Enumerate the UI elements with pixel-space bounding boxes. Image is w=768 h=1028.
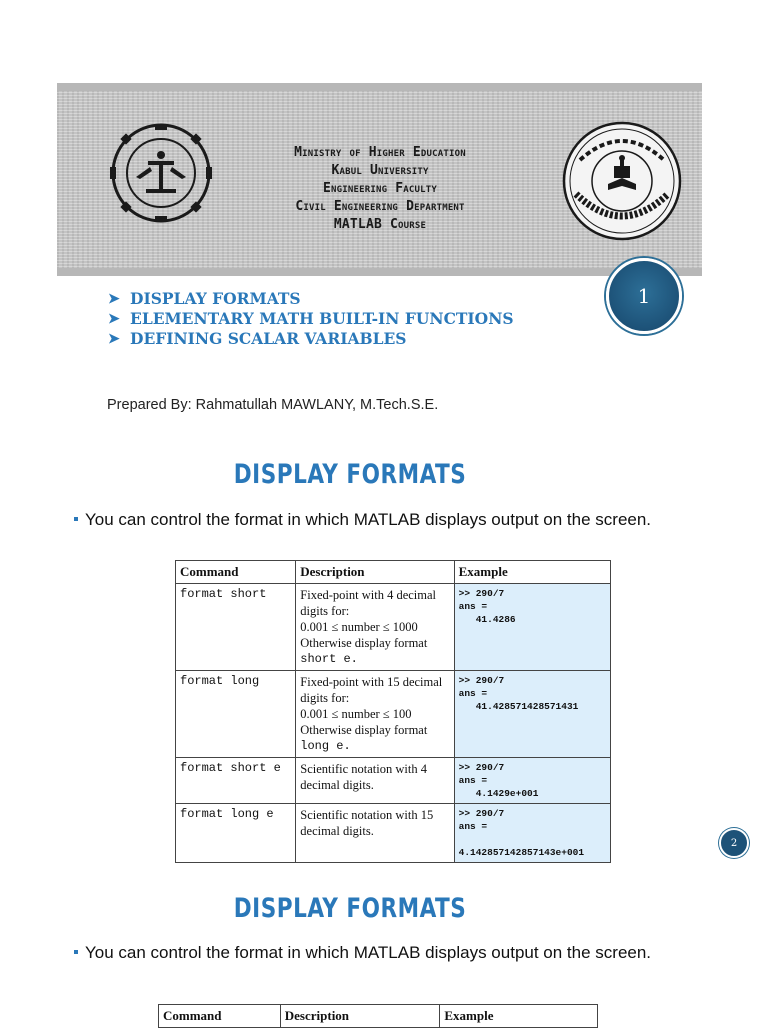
arrow-right-icon: ➤	[108, 311, 120, 327]
table-header-row	[176, 561, 611, 584]
cell-command: format long	[176, 671, 296, 758]
cell-description: Fixed-point with 15 decimal digits for: 0.001 ≤ number ≤ 100 Otherwise display format long e.	[296, 671, 454, 758]
table-row	[176, 584, 611, 671]
header-example: Example	[454, 561, 610, 584]
cell-example: >> 290/7 ans = 41.4286	[454, 584, 610, 671]
prepared-by: Prepared By: Rahmatullah MAWLANY, M.Tech.S.E.	[107, 397, 439, 413]
universitas-cabulensis-seal-icon	[558, 120, 686, 243]
banner-top-strip	[57, 83, 702, 91]
cell-description: Fixed-point with 4 decimal digits for: 0.001 ≤ number ≤ 1000 Otherwise display format short e.	[296, 584, 454, 671]
banner-line-faculty: Engineering Faculty	[323, 181, 437, 196]
banner-bottom-strip	[57, 268, 702, 276]
cell-example: >> 290/7 ans = 4.142857142857143e+001	[454, 804, 610, 863]
banner-line-department: Civil Engineering Department	[295, 199, 465, 214]
cell-description: Scientific notation with 4 decimal digits.	[296, 758, 454, 804]
bullet-point: You can control the format in which MATLAB displays output on the screen.	[74, 509, 694, 530]
cell-command: format short e	[176, 758, 296, 804]
slide-number-badge: 1	[606, 258, 682, 334]
table-row	[176, 804, 611, 863]
bullet-square-icon	[74, 517, 78, 521]
header-description: Description	[280, 1005, 440, 1028]
header-command: Command	[159, 1005, 281, 1028]
banner-line-course: MATLAB Course	[333, 217, 427, 232]
header-command: Command	[176, 561, 296, 584]
bullet-point: You can control the format in which MATLAB displays output on the screen.	[74, 942, 694, 963]
table-row	[176, 671, 611, 758]
header-description: Description	[296, 561, 454, 584]
slide-title: DISPLAY FORMATS	[233, 458, 467, 490]
arrow-right-icon: ➤	[108, 331, 120, 347]
cell-example: >> 290/7 ans = 41.428571428571431	[454, 671, 610, 758]
cell-command: format long e	[176, 804, 296, 863]
topic-item: ➤ ELEMENTARY MATH BUILT-IN FUNCTIONS	[108, 309, 514, 328]
topic-item: ➤ DISPLAY FORMATS	[108, 289, 301, 308]
cell-description: Scientific notation with 15 decimal digits.	[296, 804, 454, 863]
format-table	[158, 1004, 598, 1028]
banner-line-university: Kabul University	[331, 163, 429, 178]
arrow-right-icon: ➤	[108, 291, 120, 307]
topic-item: ➤ DEFINING SCALAR VARIABLES	[108, 329, 407, 348]
topic-list	[108, 289, 548, 349]
header-example: Example	[440, 1005, 598, 1028]
slide-number-badge: 2	[719, 828, 749, 858]
cell-example: >> 290/7 ans = 4.1429e+001	[454, 758, 610, 804]
table-row	[176, 758, 611, 804]
banner-title-block	[240, 144, 520, 234]
kabul-university-seal-icon	[100, 121, 222, 224]
bullet-square-icon	[74, 950, 78, 954]
format-table	[175, 560, 611, 863]
slide-title: DISPLAY FORMATS	[233, 892, 467, 924]
cell-command: format short	[176, 584, 296, 671]
banner-line-ministry: Ministry of Higher Education	[294, 145, 466, 160]
table-header-row	[159, 1005, 598, 1028]
